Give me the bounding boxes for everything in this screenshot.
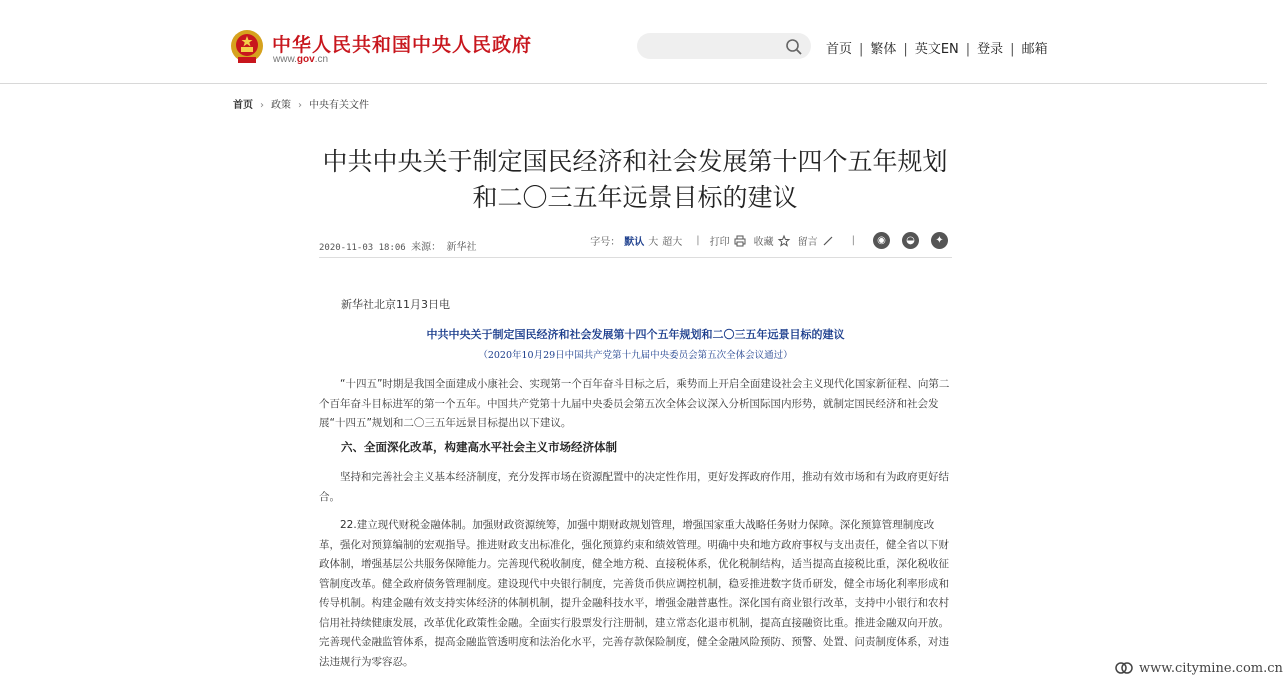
font-size-label: 字号： <box>590 237 621 248</box>
nav-mail-link[interactable]: 邮箱 <box>1021 42 1048 57</box>
breadcrumb-central-docs[interactable]: 中央有关文件 <box>309 100 369 111</box>
font-size-default[interactable]: 默认 <box>624 237 645 248</box>
wechat-share-icon[interactable]: ◒ <box>902 232 919 249</box>
article-meta-bar <box>319 236 952 258</box>
breadcrumb-policy[interactable]: 政策 <box>271 100 291 111</box>
site-url-suffix: .cn <box>314 54 329 65</box>
paragraph-22: 22.建立现代财税金融体制。加强财政资源统筹，加强中期财政规划管理，增强国家重大战略任务财力保障。深化预算管理制度改革，强化对预算编制的宏观指导。推进财政支出标准化，强化预算约束和绩效管理。明确中央和地方政府事权与支出责任，健全省以下财政体制，增强基层公共服务保障能力。完善现代税收制度，健全地方税、直接税体系，优化税制结构，适当提高直接税比重，深化税收征管制度改革。健全政府债务管理制度。建设现代中央银行制度，完善货币供应调控机制，稳妥推进数字货币研发，健全市场化利率形成和传导机制。构建金融有效支持实体经济的体制机制，提升金融科技水平，增强金融普惠性。深化国有商业银行改革，支持中小银行和农村信用社持续健康发展，改革优化政策性金融。全面实行股票发行注册制，建立常态化退市机制，提高直接融资比重。推进金融双向开放。完善现代金融监管体系，提高金融监管透明度和法治化水平，完善存款保险制度，健全金融风险预防、预警、处置、问责制度体系，对违法违规行为零容忍。 <box>319 519 949 668</box>
source-name: 新华社 <box>446 242 477 253</box>
site-url <box>273 54 328 65</box>
source-label: 来源： <box>411 242 442 253</box>
printer-icon[interactable] <box>734 235 746 247</box>
page-title-line1: 中共中央关于制定国民经济和社会发展第十四个五年规划 <box>322 147 948 176</box>
weibo-share-icon[interactable]: ◉ <box>873 232 890 249</box>
site-header <box>0 0 1267 84</box>
watermark <box>1115 661 1283 676</box>
nav-login-link[interactable]: 登录 <box>977 42 1004 57</box>
font-size-xlarge[interactable]: 超大 <box>662 237 683 248</box>
favorite-link[interactable]: 收藏 <box>753 237 774 248</box>
more-share-icon[interactable]: ✦ <box>931 232 948 249</box>
comment-link[interactable]: 留言 <box>797 237 818 248</box>
site-url-gov: gov <box>296 54 315 65</box>
breadcrumb-chevron-icon: › <box>260 100 264 111</box>
national-emblem-icon[interactable] <box>230 29 264 65</box>
pencil-icon[interactable] <box>822 235 834 247</box>
page-title-line2: 和二〇三五年远景目标的建议 <box>472 183 798 212</box>
print-link[interactable]: 打印 <box>709 237 730 248</box>
page-title <box>300 144 970 216</box>
article-subnote: （2020年10月29日中国共产党第十九届中央委员会第五次全体会议通过） <box>478 350 793 361</box>
nav-traditional-link[interactable]: 繁体 <box>870 42 897 57</box>
search-icon[interactable] <box>785 38 803 56</box>
publish-datetime: 2020-11-03 18:06 <box>319 243 406 253</box>
nav-home-link[interactable]: 首页 <box>826 42 853 57</box>
nav-english-link[interactable]: 英文EN <box>914 42 959 57</box>
star-icon[interactable] <box>778 235 790 247</box>
section-heading: 六、全面深化改革，构建高水平社会主义市场经济体制 <box>341 440 617 454</box>
top-nav: 首页 | 繁体 | 英文EN | 登录 | 邮箱 <box>826 42 1048 57</box>
paragraph-intro: “十四五”时期是我国全面建成小康社会、实现第一个百年奋斗目标之后，乘势而上开启全面建设社会主义现代化国家新征程、向第二个百年奋斗目标进军的第一个五年。中国共产党第十九届中央委员会第五次全体会议深入分析国际国内形势，就制定国民经济和社会发展“十四五”规划和二〇三五年远景目标提出以下建议。 <box>319 378 950 429</box>
article-meta-info <box>319 238 477 253</box>
breadcrumb-home[interactable]: 首页 <box>233 100 253 111</box>
citymine-logo-icon <box>1115 662 1133 676</box>
font-size-large[interactable]: 大 <box>648 237 659 248</box>
site-url-prefix: www. <box>273 54 297 65</box>
breadcrumb-chevron-icon: › <box>298 100 302 111</box>
article-tools: 字号： 默认 大 超大 | 打印 收藏 留言 | ◉ ◒ ✦ <box>590 232 952 249</box>
site-name[interactable]: 中华人民共和国中央人民政府 <box>272 34 533 56</box>
watermark-text: www.citymine.com.cn <box>1139 661 1283 676</box>
dateline: 新华社北京11月3日电 <box>341 298 450 311</box>
paragraph-section-intro: 坚持和完善社会主义基本经济制度，充分发挥市场在资源配置中的决定性作用，更好发挥政府作用，推动有效市场和有为政府更好结合。 <box>319 471 949 503</box>
breadcrumb <box>233 96 369 111</box>
article-subtitle: 中共中央关于制定国民经济和社会发展第十四个五年规划和二〇三五年远景目标的建议 <box>426 328 845 341</box>
